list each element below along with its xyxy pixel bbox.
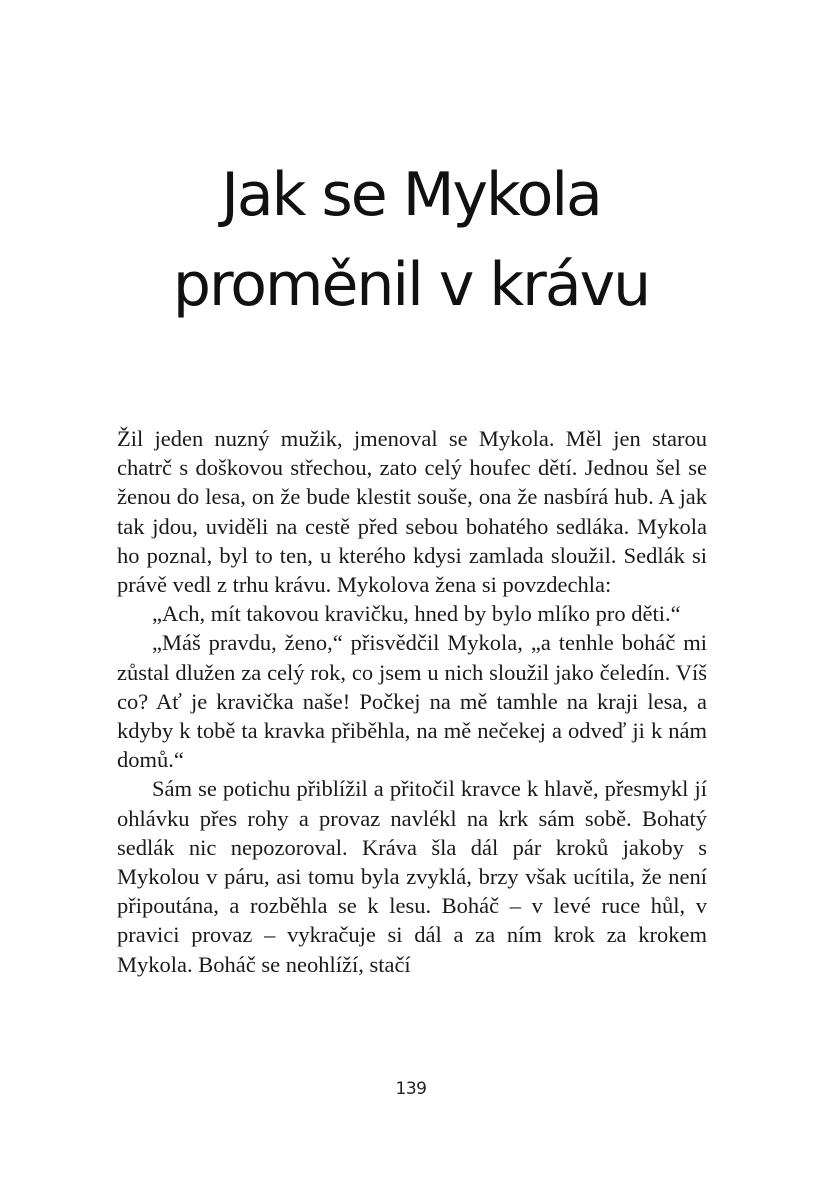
- paragraph: Sám se potichu přiblížil a přitočil kravce k hlavě, přesmykl jí ohlávku přes rohy a provaz navlékl na krk sám sobě. Bohatý sedlák nic nepozoroval. Kráva šla dál pár kroků jakoby s Mykolou v páru, asi tomu byla zvyklá, brzy však ucítila, že není připoutána, a rozběhla se k lesu. Boháč – v levé ruce hůl, v pravici provaz – vykračuje si dál a za ním krok za krokem Mykola. Boháč se neohlíží, stačí: [117, 776, 707, 977]
- chapter-title: [0, 150, 822, 330]
- paragraph: Žil jeden nuzný mužik, jmenoval se Mykola. Měl jen starou chatrč s doškovou střechou, zato celý houfec dětí. Jednou šel se ženou do lesa, on že bude klestit souše, ona že nasbírá hub. A jak tak jdou, uviděli na cestě před sebou bohatého sedláka. Mykola ho poznal, byl to ten, u kterého kdysi zamlada sloužil. Sedlák si právě vedl z trhu krávu. Mykolova žena si povzdechla:: [117, 426, 707, 598]
- chapter-title-line-1: Jak se Mykola: [221, 160, 601, 230]
- page-number: 139: [395, 1079, 427, 1099]
- chapter-body: [117, 424, 707, 979]
- paragraph: „Ach, mít takovou kravičku, hned by bylo mlíko pro děti.“: [152, 601, 681, 627]
- chapter-title-line-2: proměnil v krávu: [172, 250, 650, 320]
- paragraph: „Máš pravdu, ženo,“ přisvědčil Mykola, „a tenhle boháč mi zůstal dlužen za celý rok, co jsem u nich sloužil jako čeledín. Víš co? Ať je kravička naše! Počkej na mě tamhle na kraji lesa, a kdyby k tobě ta kravka přiběhla, na mě nečekej a odveď ji k nám domů.“: [117, 630, 707, 773]
